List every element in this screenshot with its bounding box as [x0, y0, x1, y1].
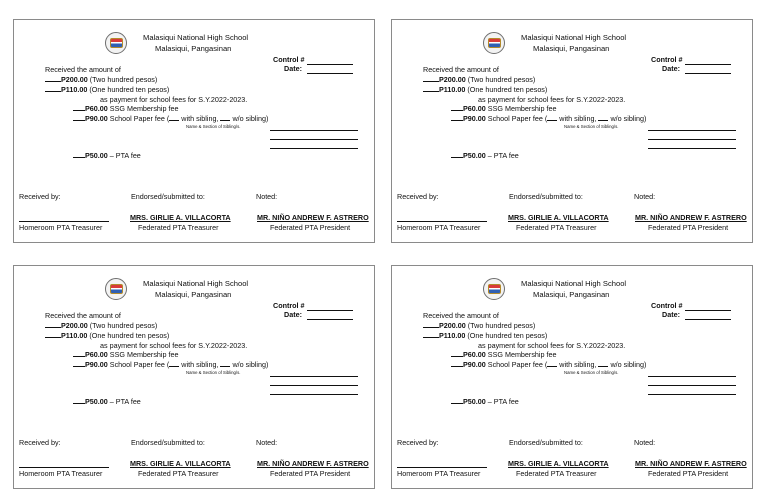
with-sibling-line [169, 115, 179, 121]
fee-description: with sibling, [179, 114, 221, 123]
control-number-label: Control # [273, 55, 305, 64]
received-by-label: Received by: [19, 438, 61, 447]
fee-description: SSG Membership fee [485, 104, 557, 113]
fee-line-paper [73, 361, 268, 370]
fee-description: SSG Membership fee [107, 350, 179, 359]
fee-amount: P60.00 [85, 350, 108, 359]
fee-line-paper [451, 361, 646, 370]
sibling-line [270, 394, 358, 395]
checkbox-line [451, 105, 463, 111]
endorsed-label: Endorsed/submitted to: [131, 438, 205, 447]
school-name: Malasiqui National High School [143, 33, 249, 42]
endorsed-label: Endorsed/submitted to: [509, 192, 583, 201]
checkbox-line [451, 398, 463, 404]
fee-description: (One hundred ten pesos) [465, 331, 548, 340]
checkbox-line [45, 332, 61, 338]
sibling-line [648, 139, 736, 140]
received-amount-text: Received the amount of [45, 65, 121, 74]
control-number-label: Control # [273, 301, 305, 310]
date-line [685, 319, 731, 320]
fee-amount: P50.00 [463, 151, 486, 160]
sibling-name-label: Name & Section of Sibling/s. [186, 124, 241, 129]
treasurer-role: Federated PTA Treasurer [138, 469, 219, 478]
president-name: MR. NIÑO ANDREW F. ASTRERO [635, 213, 747, 222]
fee-description: with sibling, [557, 360, 599, 369]
homeroom-signature-line [19, 221, 109, 222]
fee-amount: P110.00 [439, 85, 466, 94]
endorsed-label: Endorsed/submitted to: [131, 192, 205, 201]
president-name: MR. NIÑO ANDREW F. ASTRERO [635, 459, 747, 468]
received-amount-text: Received the amount of [423, 65, 499, 74]
president-role: Federated PTA President [648, 223, 729, 232]
fee-line-110 [423, 86, 547, 95]
without-sibling-line [598, 115, 608, 121]
checkbox-line [73, 115, 85, 121]
treasurer-name: MRS. GIRLIE A. VILLACORTA [508, 459, 609, 468]
checkbox-line [451, 351, 463, 357]
fee-line-110 [45, 86, 169, 95]
sibling-line [270, 376, 358, 377]
checkbox-line [73, 105, 85, 111]
with-sibling-line [547, 115, 557, 121]
president-role: Federated PTA President [270, 469, 351, 478]
checkbox-line [73, 398, 85, 404]
with-sibling-line [547, 361, 557, 367]
sibling-name-label: Name & Section of Sibling/s. [564, 370, 619, 375]
fee-line-pta [73, 398, 141, 407]
fee-amount: P200.00 [61, 321, 88, 330]
fee-line-200 [423, 322, 535, 331]
fee-line-paper [73, 115, 268, 124]
fee-line-pta [73, 152, 141, 161]
date-line [685, 73, 731, 74]
date-label: Date: [284, 310, 302, 319]
president-role: Federated PTA President [270, 223, 351, 232]
endorsed-label: Endorsed/submitted to: [509, 438, 583, 447]
sibling-line [270, 130, 358, 131]
fee-description: – PTA fee [485, 397, 519, 406]
checkbox-line [423, 86, 439, 92]
school-address: Malasiqui, Pangasinan [533, 290, 610, 299]
receipt-top-right [391, 19, 753, 243]
fee-amount: P50.00 [463, 397, 486, 406]
president-name: MR. NIÑO ANDREW F. ASTRERO [257, 213, 369, 222]
fee-amount: P200.00 [439, 75, 466, 84]
school-seal-icon [105, 32, 127, 54]
school-seal-icon [483, 32, 505, 54]
fee-description: w/o sibling) [230, 114, 269, 123]
checkbox-line [423, 76, 439, 82]
school-name: Malasiqui National High School [521, 33, 627, 42]
fee-description: School Paper fee ( [107, 114, 170, 123]
fee-line-110 [423, 332, 547, 341]
date-label: Date: [662, 310, 680, 319]
fee-description: (Two hundred pesos) [87, 321, 158, 330]
treasurer-name: MRS. GIRLIE A. VILLACORTA [130, 459, 231, 468]
received-by-label: Received by: [397, 192, 439, 201]
without-sibling-line [598, 361, 608, 367]
treasurer-role: Federated PTA Treasurer [516, 469, 597, 478]
fee-description: School Paper fee ( [107, 360, 170, 369]
sibling-line [648, 394, 736, 395]
fee-amount: P110.00 [439, 331, 466, 340]
treasurer-name: MRS. GIRLIE A. VILLACORTA [130, 213, 231, 222]
fee-description: w/o sibling) [608, 114, 647, 123]
fee-description: (One hundred ten pesos) [465, 85, 548, 94]
date-line [307, 319, 353, 320]
control-number-line [685, 310, 731, 311]
fee-amount: P60.00 [463, 104, 486, 113]
checkbox-line [73, 361, 85, 367]
treasurer-role: Federated PTA Treasurer [516, 223, 597, 232]
fee-amount: P90.00 [85, 360, 108, 369]
fee-description: SSG Membership fee [107, 104, 179, 113]
homeroom-role: Homeroom PTA Treasurer [19, 223, 103, 232]
homeroom-role: Homeroom PTA Treasurer [397, 223, 481, 232]
noted-label: Noted: [634, 192, 656, 201]
receipt-bottom-left [13, 265, 375, 489]
fee-description: (One hundred ten pesos) [87, 331, 170, 340]
school-seal-icon [483, 278, 505, 300]
checkbox-line [73, 152, 85, 158]
fee-amount: P60.00 [85, 104, 108, 113]
fee-line-pta [451, 152, 519, 161]
fee-description: (One hundred ten pesos) [87, 85, 170, 94]
receipt-top-left [13, 19, 375, 243]
fee-line-110 [45, 332, 169, 341]
fee-description: – PTA fee [107, 151, 141, 160]
fee-description: SSG Membership fee [485, 350, 557, 359]
checkbox-line [451, 361, 463, 367]
checkbox-line [451, 115, 463, 121]
checkbox-line [45, 322, 61, 328]
sibling-line [270, 139, 358, 140]
school-address: Malasiqui, Pangasinan [155, 44, 232, 53]
checkbox-line [73, 351, 85, 357]
school-name: Malasiqui National High School [143, 279, 249, 288]
sibling-line [648, 385, 736, 386]
noted-label: Noted: [256, 192, 278, 201]
fee-amount: P60.00 [463, 350, 486, 359]
fee-description: School Paper fee ( [485, 114, 548, 123]
fee-amount: P200.00 [439, 321, 466, 330]
fee-line-200 [423, 76, 535, 85]
sibling-name-label: Name & Section of Sibling/s. [564, 124, 619, 129]
date-label: Date: [284, 64, 302, 73]
president-name: MR. NIÑO ANDREW F. ASTRERO [257, 459, 369, 468]
fee-amount: P200.00 [61, 75, 88, 84]
fee-description: with sibling, [557, 114, 599, 123]
received-by-label: Received by: [397, 438, 439, 447]
sibling-line [648, 376, 736, 377]
control-number-line [307, 310, 353, 311]
sibling-line [270, 385, 358, 386]
checkbox-line [45, 86, 61, 92]
control-number-label: Control # [651, 301, 683, 310]
school-address: Malasiqui, Pangasinan [155, 290, 232, 299]
fee-line-ssg [73, 351, 179, 360]
president-role: Federated PTA President [648, 469, 729, 478]
sibling-line [648, 148, 736, 149]
fee-description: (Two hundred pesos) [465, 75, 536, 84]
homeroom-signature-line [397, 221, 487, 222]
fee-line-pta [451, 398, 519, 407]
fee-amount: P50.00 [85, 397, 108, 406]
fee-line-ssg [451, 351, 557, 360]
homeroom-signature-line [397, 467, 487, 468]
fee-description: – PTA fee [107, 397, 141, 406]
checkbox-line [451, 152, 463, 158]
fee-description: w/o sibling) [230, 360, 269, 369]
noted-label: Noted: [634, 438, 656, 447]
purpose-text: as payment for school fees for S.Y.2022-2023. [100, 95, 248, 104]
fee-line-200 [45, 322, 157, 331]
purpose-text: as payment for school fees for S.Y.2022-2023. [478, 95, 626, 104]
checkbox-line [45, 76, 61, 82]
treasurer-role: Federated PTA Treasurer [138, 223, 219, 232]
control-number-line [307, 64, 353, 65]
school-name: Malasiqui National High School [521, 279, 627, 288]
noted-label: Noted: [256, 438, 278, 447]
purpose-text: as payment for school fees for S.Y.2022-2023. [100, 341, 248, 350]
fee-description: (Two hundred pesos) [87, 75, 158, 84]
checkbox-line [423, 332, 439, 338]
homeroom-role: Homeroom PTA Treasurer [19, 469, 103, 478]
control-number-label: Control # [651, 55, 683, 64]
homeroom-signature-line [19, 467, 109, 468]
without-sibling-line [220, 361, 230, 367]
sibling-name-label: Name & Section of Sibling/s. [186, 370, 241, 375]
date-label: Date: [662, 64, 680, 73]
received-amount-text: Received the amount of [45, 311, 121, 320]
checkbox-line [423, 322, 439, 328]
receipt-bottom-right [391, 265, 753, 489]
fee-amount: P90.00 [85, 114, 108, 123]
fee-description: (Two hundred pesos) [465, 321, 536, 330]
with-sibling-line [169, 361, 179, 367]
fee-amount: P110.00 [61, 331, 88, 340]
fee-description: w/o sibling) [608, 360, 647, 369]
fee-line-ssg [451, 105, 557, 114]
homeroom-role: Homeroom PTA Treasurer [397, 469, 481, 478]
school-address: Malasiqui, Pangasinan [533, 44, 610, 53]
fee-line-paper [451, 115, 646, 124]
fee-line-200 [45, 76, 157, 85]
received-amount-text: Received the amount of [423, 311, 499, 320]
school-seal-icon [105, 278, 127, 300]
fee-amount: P110.00 [61, 85, 88, 94]
fee-amount: P50.00 [85, 151, 108, 160]
control-number-line [685, 64, 731, 65]
received-by-label: Received by: [19, 192, 61, 201]
fee-description: School Paper fee ( [485, 360, 548, 369]
fee-amount: P90.00 [463, 360, 486, 369]
fee-description: with sibling, [179, 360, 221, 369]
purpose-text: as payment for school fees for S.Y.2022-2023. [478, 341, 626, 350]
fee-amount: P90.00 [463, 114, 486, 123]
treasurer-name: MRS. GIRLIE A. VILLACORTA [508, 213, 609, 222]
without-sibling-line [220, 115, 230, 121]
sibling-line [648, 130, 736, 131]
date-line [307, 73, 353, 74]
fee-line-ssg [73, 105, 179, 114]
fee-description: – PTA fee [485, 151, 519, 160]
sibling-line [270, 148, 358, 149]
